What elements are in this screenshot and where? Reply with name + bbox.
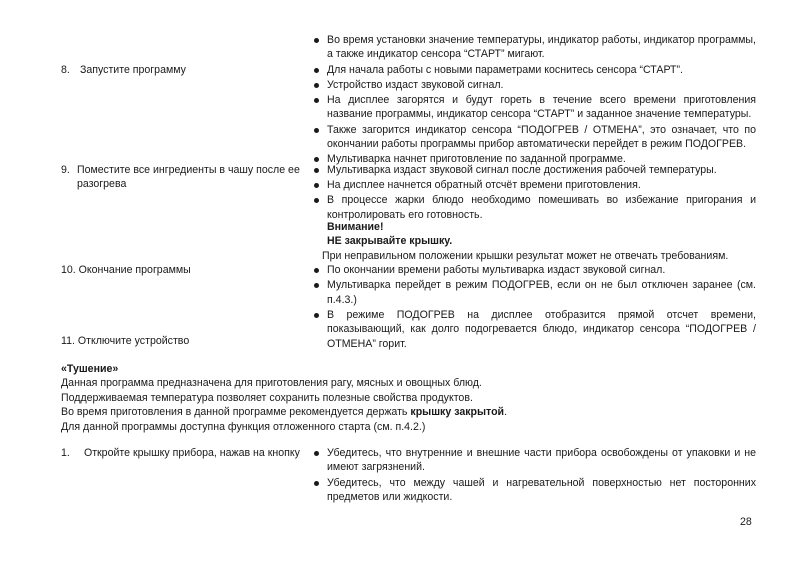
- section-line-3-prefix: Во время приготовления в данной программе рекомендуется держать: [61, 406, 411, 419]
- bullet-text: На дисплее загорятся и будут гореть в течение всего времени приготовления название программы, индикатор сенсора “СТАРТ” и заданное значение температуры.: [327, 94, 756, 121]
- bullet-icon: [314, 157, 319, 162]
- bullet-text: Мультиварка начнет приготовление по заданной программе.: [327, 153, 626, 166]
- step-label: 11. Отключите устройство: [61, 335, 190, 347]
- bullet-icon: [314, 168, 319, 173]
- list-item: [314, 93, 756, 122]
- warning-title: Внимание!: [327, 221, 384, 233]
- step-number: 9.: [61, 164, 70, 176]
- bullet-text: В процессе жарки блюдо необходимо помешивать во избежание пригорания и контролировать его готовность.: [327, 194, 756, 221]
- step-number: 1.: [61, 447, 70, 459]
- section-line-3-suffix: .: [504, 406, 508, 419]
- step-11: [61, 334, 311, 348]
- step9-bullets: [314, 163, 756, 223]
- list-item: [314, 476, 756, 505]
- list-item: [314, 308, 756, 351]
- step-label: Откройте крышку прибора, нажав на кнопку: [83, 447, 300, 459]
- bullet-text: Мультиварка издаст звуковой сигнал после достижения рабочей температуры.: [327, 164, 717, 176]
- bullet-text: Мультиварка перейдет в режим ПОДОГРЕВ, если он не был отключен заранее (см. п.4.3.): [327, 279, 756, 306]
- bullet-icon: [314, 283, 319, 288]
- section-line-4: Для данной программы доступна функция отложенного старта (см. п.4.2.): [61, 420, 426, 433]
- bullet-icon: [314, 128, 319, 133]
- bullet-text: Во время установки значение температуры, индикатор работы, индикатор программы, а также индикатор сенсора “СТАРТ” мигают.: [327, 34, 756, 61]
- section-line-3-bold: крышку закрытой: [410, 406, 505, 419]
- list-item: [314, 446, 756, 475]
- list-item: [314, 78, 756, 92]
- section-line-1: Данная программа предназначена для приготовления рагу, мясных и овощных блюд.: [61, 377, 482, 390]
- section-title: «Тушение»: [61, 363, 119, 375]
- bullet-icon: [314, 451, 319, 456]
- step-9: [61, 163, 306, 192]
- warning-block: [314, 220, 756, 263]
- section-line-2: Поддерживаемая температура позволяет сохранить полезные свойства продуктов.: [61, 391, 473, 404]
- list-item: [314, 123, 756, 152]
- bullet-text: Также загорится индикатор сенсора “ПОДОГРЕВ / ОТМЕНА”, это означает, что по окончании работы программы прибор автоматически перейдет в режим ПОДОГРЕВ.: [327, 123, 756, 151]
- bullet-icon: [314, 268, 319, 273]
- bullet-text: Убедитесь, что между чашей и нагревательной поверхностью нет посторонних предметов или жидкости.: [327, 476, 756, 504]
- section-line-3: [61, 405, 761, 419]
- step-1: [61, 446, 311, 460]
- bullet-icon: [314, 481, 319, 486]
- step8-bullets: [314, 33, 756, 167]
- list-item: [314, 178, 756, 192]
- step-label: 10. Окончание программы: [61, 264, 191, 276]
- bullet-text: На дисплее начнется обратный отсчёт времени приготовления.: [327, 179, 641, 192]
- list-item: [314, 278, 756, 307]
- bullet-text: Для начала работы с новыми параметрами коснитесь сенсора “СТАРТ”.: [327, 63, 683, 76]
- bullet-text: По окончании времени работы мультиварка издаст звуковой сигнал.: [327, 264, 666, 276]
- step1-bullets: [314, 446, 756, 505]
- list-item: [314, 63, 756, 77]
- step-label: Поместите все ингредиенты в чашу после ее разогрева: [77, 164, 300, 191]
- bullet-icon: [314, 198, 319, 203]
- section-intro: [61, 362, 761, 434]
- list-item: [314, 33, 756, 62]
- list-item: [314, 263, 756, 277]
- bullet-text: Устройство издаст звуковой сигнал.: [327, 78, 504, 91]
- warning-text: При неправильном положении крышки результат может не отвечать требованиям.: [322, 249, 729, 262]
- step-number: 8.: [61, 64, 70, 76]
- warning-bold-line: НЕ закрывайте крышку.: [327, 235, 453, 248]
- bullet-text: Убедитесь, что внутренние и внешние части прибора освобождены от упаковки и не имеют загрязнений.: [327, 447, 756, 474]
- step-10: [61, 263, 311, 277]
- bullet-text: В режиме ПОДОГРЕВ на дисплее отобразится прямой отсчет времени, показывающий, как долго подогревается блюдо, индикатор сенсора “ПОДОГРЕВ / ОТМЕНА” горит.: [327, 308, 756, 350]
- bullet-icon: [314, 313, 319, 318]
- bullet-icon: [314, 68, 319, 73]
- bullet-icon: [314, 98, 319, 103]
- bullet-icon: [314, 183, 319, 188]
- page-number: 28: [740, 516, 752, 528]
- step10-bullets: [314, 263, 756, 352]
- list-item: [314, 193, 756, 222]
- list-item: [314, 163, 756, 177]
- bullet-icon: [314, 38, 319, 43]
- bullet-icon: [314, 83, 319, 88]
- step-8: [61, 63, 311, 77]
- step-label: Запустите программу: [79, 64, 186, 76]
